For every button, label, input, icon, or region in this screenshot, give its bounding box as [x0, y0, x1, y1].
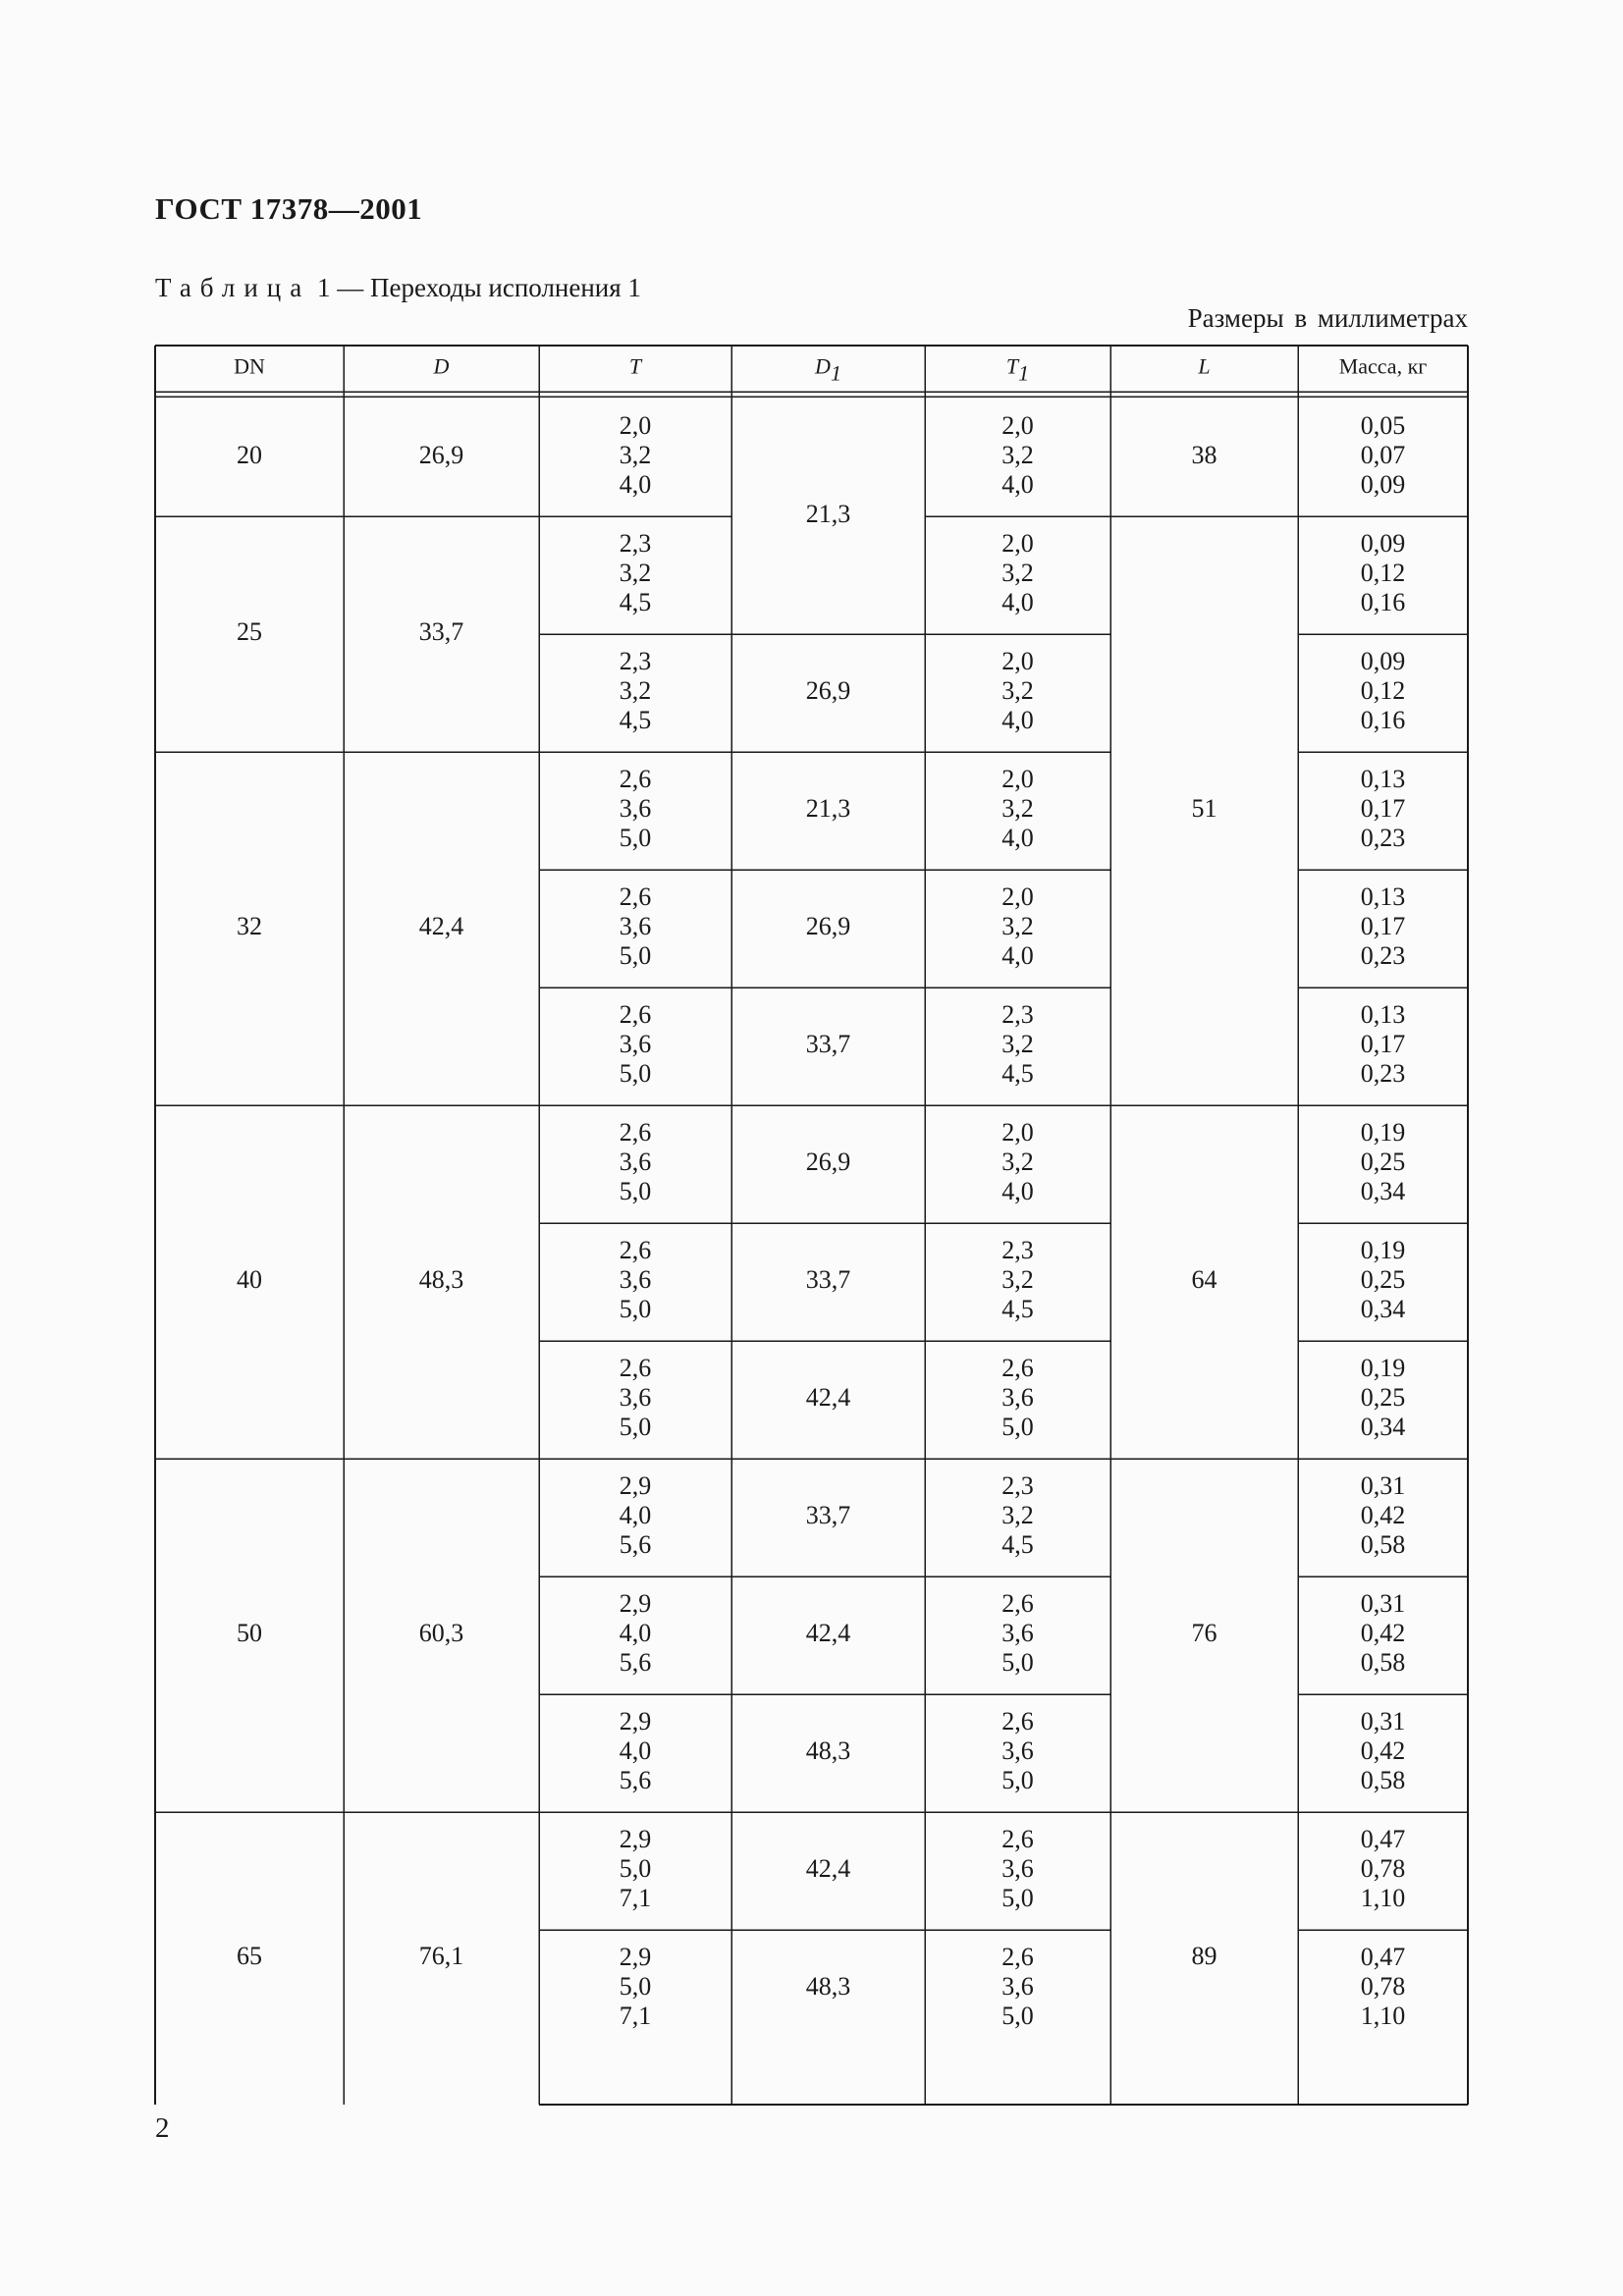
mass-value: 0,58: [1360, 1529, 1406, 1559]
dn-cell: 20: [237, 440, 262, 469]
d-cell: 48,3: [418, 1264, 464, 1294]
wall-t1-value: 2,6: [1001, 1824, 1034, 1853]
mass-value: 0,23: [1360, 1058, 1406, 1088]
wall-t-value: 2,9: [619, 1706, 652, 1735]
wall-t-value: 2,6: [619, 999, 652, 1029]
mass-value: 0,12: [1360, 675, 1406, 705]
dn-cell: 50: [237, 1618, 262, 1647]
wall-t1-value: 5,0: [1001, 1765, 1034, 1794]
wall-t-value: 3,2: [619, 675, 652, 705]
d-cell: 26,9: [418, 440, 464, 469]
wall-t-value: 5,6: [619, 1765, 652, 1794]
wall-t1-value: 4,5: [1001, 1058, 1034, 1088]
wall-t1-value: 4,0: [1001, 587, 1034, 616]
wall-t1-value: 3,6: [1001, 1382, 1034, 1412]
wall-t1-value: 3,2: [1001, 1147, 1034, 1176]
wall-t1-value: 3,2: [1001, 793, 1034, 823]
wall-t-value: 3,6: [619, 793, 652, 823]
wall-t-value: 5,0: [619, 940, 652, 970]
column-header: D: [433, 353, 450, 379]
wall-t-value: 5,6: [619, 1647, 652, 1677]
wall-t1-value: 3,6: [1001, 1853, 1034, 1883]
wall-t1-value: 3,6: [1001, 1971, 1034, 2001]
mass-value: 0,19: [1360, 1117, 1406, 1147]
mass-value: 0,19: [1360, 1353, 1406, 1382]
mass-value: 0,31: [1360, 1706, 1406, 1735]
wall-t-value: 5,0: [619, 1058, 652, 1088]
wall-t-value: 4,0: [619, 469, 652, 499]
wall-t1-value: 4,5: [1001, 1294, 1034, 1323]
d1-cell: 26,9: [805, 1147, 851, 1176]
mass-value: 0,17: [1360, 793, 1406, 823]
d1-cell: 48,3: [805, 1971, 851, 2001]
dn-cell: 25: [237, 616, 262, 646]
mass-value: 0,23: [1360, 940, 1406, 970]
wall-t-value: 3,2: [619, 558, 652, 587]
wall-t1-value: 3,2: [1001, 1029, 1034, 1058]
mass-value: 1,10: [1360, 1883, 1406, 1912]
column-header: T1: [1005, 353, 1030, 386]
wall-t1-value: 5,0: [1001, 1647, 1034, 1677]
wall-t1-value: 2,0: [1001, 764, 1034, 793]
wall-t1-value: 4,0: [1001, 1176, 1034, 1205]
wall-t-value: 2,6: [619, 881, 652, 911]
dn-cell: 65: [237, 1941, 262, 1970]
wall-t1-value: 3,2: [1001, 911, 1034, 940]
wall-t-value: 2,9: [619, 1588, 652, 1618]
mass-value: 0,13: [1360, 764, 1406, 793]
d1-cell: 26,9: [805, 911, 851, 940]
column-header: L: [1198, 353, 1211, 379]
mass-value: 0,25: [1360, 1147, 1406, 1176]
dn-cell: 32: [237, 911, 262, 940]
d1-cell: 33,7: [805, 1264, 851, 1294]
length-l-cell: 51: [1191, 793, 1217, 823]
wall-t-value: 4,5: [619, 705, 652, 734]
wall-t1-value: 2,3: [1001, 1470, 1034, 1500]
column-header: DN: [234, 353, 265, 379]
d1-cell: 21,3: [805, 793, 851, 823]
d1-cell: 42,4: [805, 1853, 851, 1883]
wall-t1-value: 4,0: [1001, 940, 1034, 970]
wall-t-value: 5,0: [619, 1176, 652, 1205]
wall-t1-value: 4,0: [1001, 823, 1034, 852]
d-cell: 76,1: [418, 1941, 464, 1970]
wall-t1-value: 5,0: [1001, 1883, 1034, 1912]
mass-value: 0,17: [1360, 1029, 1406, 1058]
column-header: Масса, кг: [1338, 353, 1428, 379]
mass-value: 0,05: [1360, 410, 1406, 440]
wall-t1-value: 2,0: [1001, 646, 1034, 675]
mass-value: 0,16: [1360, 587, 1406, 616]
table-caption-title: 1 — Переходы исполнения 1: [310, 273, 641, 302]
d1-cell: 33,7: [805, 1500, 851, 1529]
wall-t1-value: 2,6: [1001, 1353, 1034, 1382]
mass-value: 0,13: [1360, 999, 1406, 1029]
mass-value: 0,09: [1360, 528, 1406, 558]
wall-t-value: 3,6: [619, 1382, 652, 1412]
wall-t-value: 4,0: [619, 1735, 652, 1765]
d1-cell: 42,4: [805, 1382, 851, 1412]
d1-cell: 26,9: [805, 675, 851, 705]
wall-t1-value: 2,0: [1001, 528, 1034, 558]
wall-t-value: 2,0: [619, 410, 652, 440]
table-caption-word: Таблица: [155, 273, 311, 302]
wall-t-value: 4,0: [619, 1618, 652, 1647]
wall-t1-value: 3,2: [1001, 675, 1034, 705]
wall-t-value: 2,9: [619, 1942, 652, 1971]
wall-t-value: 7,1: [619, 2001, 652, 2030]
wall-t-value: 2,3: [619, 646, 652, 675]
wall-t1-value: 4,5: [1001, 1529, 1034, 1559]
wall-t-value: 5,0: [619, 823, 652, 852]
dn-cell: 40: [237, 1264, 262, 1294]
mass-value: 0,78: [1360, 1971, 1406, 2001]
d1-cell: 48,3: [805, 1735, 851, 1765]
wall-t-value: 5,0: [619, 1971, 652, 2001]
wall-t-value: 2,9: [619, 1470, 652, 1500]
wall-t1-value: 3,2: [1001, 558, 1034, 587]
wall-t1-value: 4,0: [1001, 705, 1034, 734]
d1-cell: 33,7: [805, 1029, 851, 1058]
wall-t-value: 3,6: [619, 1264, 652, 1294]
wall-t-value: 4,5: [619, 587, 652, 616]
mass-value: 0,31: [1360, 1470, 1406, 1500]
wall-t1-value: 2,6: [1001, 1588, 1034, 1618]
mass-value: 0,19: [1360, 1235, 1406, 1264]
document-id: ГОСТ 17378—2001: [155, 191, 423, 226]
wall-t1-value: 3,6: [1001, 1735, 1034, 1765]
wall-t1-value: 2,6: [1001, 1706, 1034, 1735]
mass-value: 0,09: [1360, 646, 1406, 675]
wall-t1-value: 2,0: [1001, 410, 1034, 440]
mass-value: 0,47: [1360, 1824, 1406, 1853]
wall-t1-value: 3,2: [1001, 440, 1034, 469]
wall-t-value: 5,6: [619, 1529, 652, 1559]
mass-value: 0,78: [1360, 1853, 1406, 1883]
wall-t1-value: 2,6: [1001, 1942, 1034, 1971]
wall-t1-value: 3,2: [1001, 1264, 1034, 1294]
d-cell: 60,3: [418, 1618, 464, 1647]
mass-value: 0,09: [1360, 469, 1406, 499]
mass-value: 0,25: [1360, 1382, 1406, 1412]
wall-t-value: 2,6: [619, 764, 652, 793]
mass-value: 0,23: [1360, 823, 1406, 852]
table-units-note: Размеры в миллиметрах: [1187, 303, 1468, 333]
page-number: 2: [155, 2112, 170, 2144]
mass-value: 0,42: [1360, 1735, 1406, 1765]
wall-t1-value: 2,0: [1001, 881, 1034, 911]
mass-value: 0,16: [1360, 705, 1406, 734]
mass-value: 0,34: [1360, 1176, 1406, 1205]
length-l-cell: 76: [1191, 1618, 1217, 1647]
d1-cell: 21,3: [805, 499, 851, 528]
mass-value: 0,42: [1360, 1500, 1406, 1529]
wall-t-value: 3,6: [619, 1029, 652, 1058]
wall-t-value: 5,0: [619, 1412, 652, 1441]
wall-t1-value: 4,0: [1001, 469, 1034, 499]
mass-value: 0,31: [1360, 1588, 1406, 1618]
wall-t-value: 7,1: [619, 1883, 652, 1912]
mass-value: 0,58: [1360, 1765, 1406, 1794]
length-l-cell: 89: [1191, 1941, 1217, 1970]
mass-value: 0,17: [1360, 911, 1406, 940]
wall-t-value: 4,0: [619, 1500, 652, 1529]
d-cell: 33,7: [418, 616, 464, 646]
wall-t-value: 2,9: [619, 1824, 652, 1853]
wall-t-value: 2,6: [619, 1353, 652, 1382]
wall-t1-value: 2,3: [1001, 999, 1034, 1029]
mass-value: 0,13: [1360, 881, 1406, 911]
wall-t-value: 2,3: [619, 528, 652, 558]
wall-t1-value: 3,6: [1001, 1618, 1034, 1647]
wall-t-value: 3,6: [619, 1147, 652, 1176]
wall-t-value: 3,2: [619, 440, 652, 469]
d1-cell: 42,4: [805, 1618, 851, 1647]
mass-value: 0,47: [1360, 1942, 1406, 1971]
wall-t-value: 2,6: [619, 1235, 652, 1264]
mass-value: 0,12: [1360, 558, 1406, 587]
mass-value: 0,34: [1360, 1294, 1406, 1323]
wall-t1-value: 3,2: [1001, 1500, 1034, 1529]
wall-t1-value: 5,0: [1001, 1412, 1034, 1441]
length-l-cell: 38: [1191, 440, 1217, 469]
wall-t1-value: 2,0: [1001, 1117, 1034, 1147]
mass-value: 1,10: [1360, 2001, 1406, 2030]
wall-t-value: 3,6: [619, 911, 652, 940]
wall-t1-value: 2,3: [1001, 1235, 1034, 1264]
mass-value: 0,42: [1360, 1618, 1406, 1647]
wall-t1-value: 5,0: [1001, 2001, 1034, 2030]
mass-value: 0,25: [1360, 1264, 1406, 1294]
column-header: T: [628, 353, 642, 379]
mass-value: 0,58: [1360, 1647, 1406, 1677]
wall-t-value: 5,0: [619, 1853, 652, 1883]
wall-t-value: 2,6: [619, 1117, 652, 1147]
mass-value: 0,07: [1360, 440, 1406, 469]
wall-t-value: 5,0: [619, 1294, 652, 1323]
length-l-cell: 64: [1191, 1264, 1217, 1294]
mass-value: 0,34: [1360, 1412, 1406, 1441]
d-cell: 42,4: [418, 911, 464, 940]
column-header: D1: [815, 353, 841, 386]
